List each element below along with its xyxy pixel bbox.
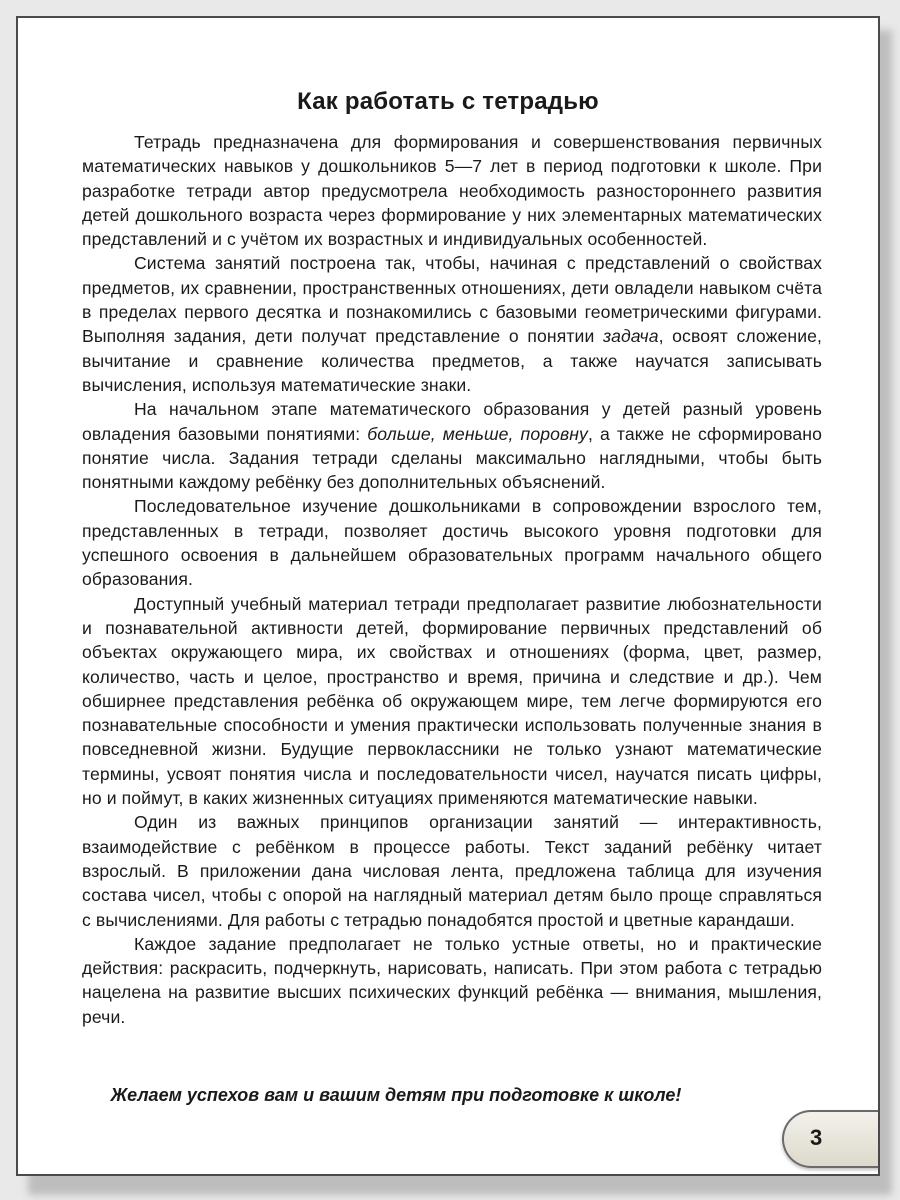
page-number-tab xyxy=(782,1110,880,1168)
closing-wish: Желаем успехов вам и вашим детям при подготовке к школе! xyxy=(110,1085,682,1105)
paragraph-4 xyxy=(82,494,822,591)
text-run: Тетрадь предназначена для формирования и совершенствования первичных математических навыков у дошкольников 5—7 лет в период подготовки к школе. При разработке тетради автор предусмотрела необходимость разностороннего развития детей дошкольного возраста через формирование у них элементарных математических представлений и с учётом их возрастных и индивидуальных особенностей. xyxy=(82,132,822,250)
text-run: На начальном этапе математического образования у детей разный уровень овладения базовыми понятиями: xyxy=(82,399,822,444)
emphasized-term: больше, меньше, поровну xyxy=(367,423,588,444)
document-page xyxy=(16,16,880,1176)
body-text xyxy=(82,130,822,1029)
text-run: , освоят сложение, вычитание и сравнение количества предметов, а также научатся записывать вычисления, используя математические знаки. xyxy=(82,326,822,395)
text-run: Последовательное изучение дошкольниками в сопровождении взрослого тем, представленных в тетради, позволяет достичь высокого уровня подготовки для успешного освоения в дальнейшем образовательных программ начального общего образования. xyxy=(82,496,822,590)
text-run: Каждое задание предполагает не только устные ответы, но и практические действия: раскрасить, подчеркнуть, нарисовать, написать. При этом работа с тетрадью нацелена на развитие высших психических функций ребёнка — внимания, мышления, речи. xyxy=(82,933,822,1027)
paragraph-3 xyxy=(82,397,822,494)
paragraph-6 xyxy=(82,810,822,931)
text-run: , а также не сформировано понятие числа. Задания тетради сделаны максимально наглядными, чтобы быть понятными каждому ребёнку без дополнительных объяснений. xyxy=(82,423,822,493)
page-title: Как работать с тетрадью xyxy=(297,88,599,115)
paragraph-2 xyxy=(82,251,822,397)
paragraph-5 xyxy=(82,592,822,811)
page-number: 3 xyxy=(810,1125,823,1150)
paragraph-7 xyxy=(82,932,822,1029)
text-run: Система занятий построена так, чтобы, начиная с представлений о свойствах предметов, их сравнении, пространственных отношениях, дети овладели навыком счёта в пределах первого десятка и познакомились с базовыми геометрическими фигурами. Выполняя задания, дети получат представление о понятии xyxy=(82,253,822,347)
emphasized-term: задача xyxy=(602,326,659,347)
paragraph-1 xyxy=(82,130,822,251)
text-run: Доступный учебный материал тетради предполагает развитие любознательности и познавательной активности детей, формирование первичных представлений об объектах окружающего мира, их свойствах и отношениях (форма, цвет, размер, количество, часть и целое, пространство и время, причина и следствие и др.). Чем обширнее представления ребёнка об окружающем мире, тем легче формируются его познавательные способности и умения практически использовать полученные знания в повседневной жизни. Будущие первоклассники не только узнают математические термины, усвоят понятия числа и последовательности чисел, научатся писать цифры, но и поймут, в каких жизненных ситуациях применяются математические навыки. xyxy=(82,593,822,809)
text-run: Один из важных принципов организации занятий — интерактивность, взаимодействие с ребёнком в процессе работы. Текст заданий ребёнку читает взрослый. В приложении дана числовая лента, предложена таблица для изучения состава чисел, чтобы с опорой на наглядный материал детям было проще справляться с вычислениями. Для работы с тетрадью понадобятся простой и цветные карандаши. xyxy=(82,812,822,930)
